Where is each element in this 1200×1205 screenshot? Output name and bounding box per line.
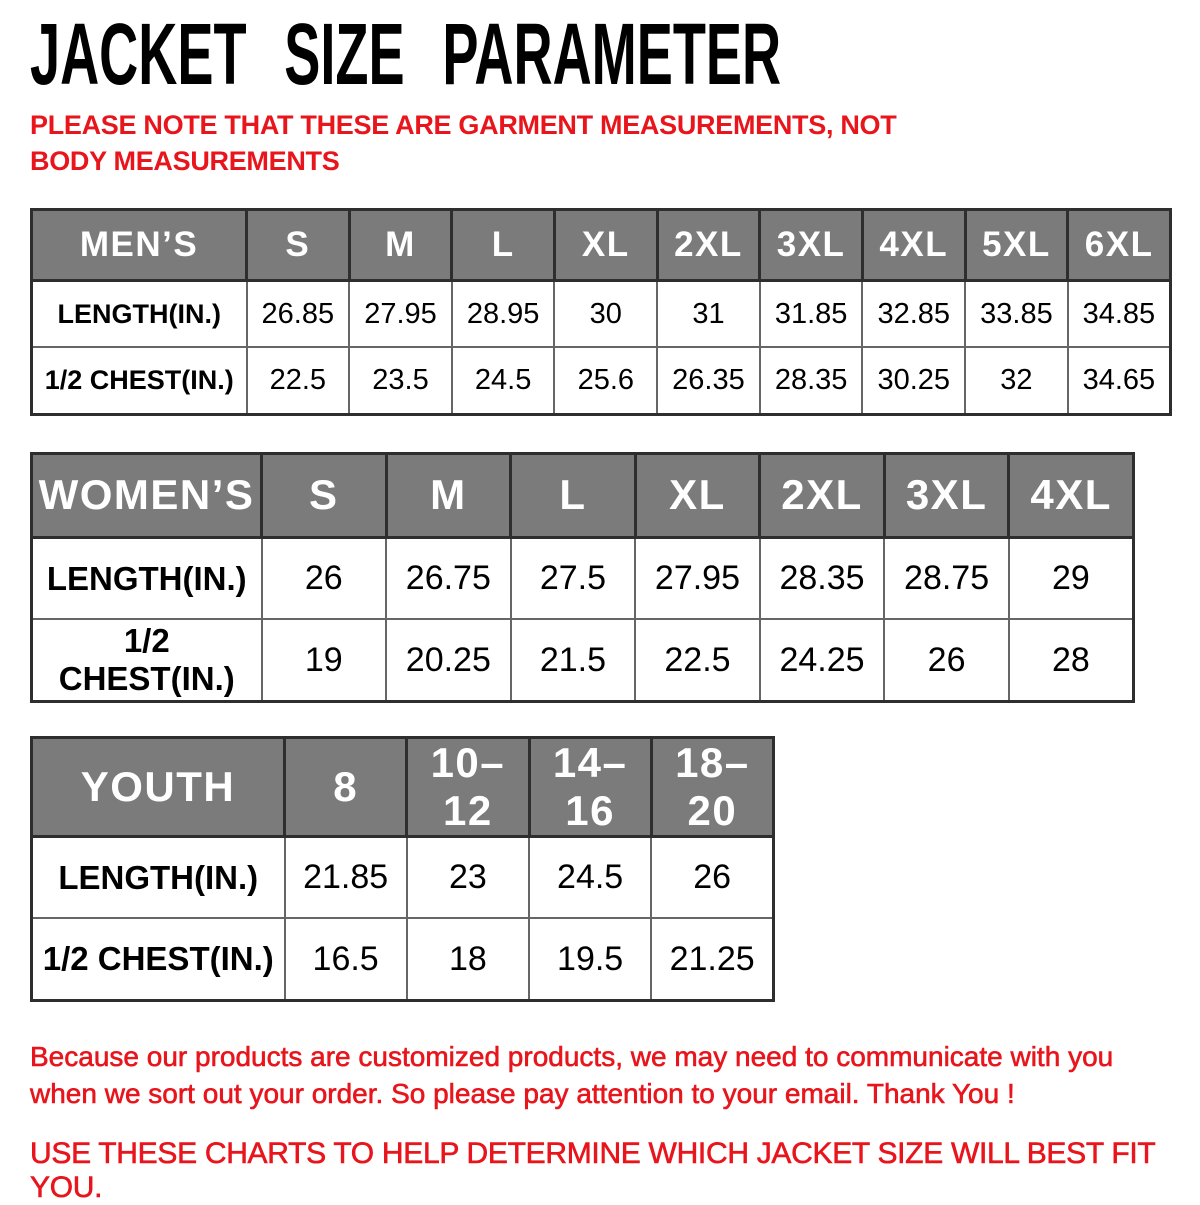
row-label-cell: LENGTH(IN.): [32, 836, 285, 918]
value-cell: 24.5: [529, 836, 651, 918]
measurement-row: [32, 918, 774, 1000]
measurement-row: [32, 537, 1134, 619]
value-cell: 29: [1009, 537, 1134, 619]
value-cell: 26.85: [247, 280, 350, 347]
row-label-cell: 1/2 CHEST(IN.): [32, 918, 285, 1000]
value-cell: 27.5: [511, 537, 636, 619]
size-tables-container: [30, 208, 1180, 1002]
size-header-cell: 5XL: [965, 209, 1068, 280]
size-header-cell: 8: [285, 737, 407, 836]
size-header-cell: L: [511, 453, 636, 537]
value-cell: 26: [884, 619, 1009, 701]
value-cell: 22.5: [635, 619, 760, 701]
row-label-cell: 1/2 CHEST(IN.): [32, 619, 262, 701]
value-cell: 19: [262, 619, 387, 701]
value-cell: 34.65: [1068, 347, 1171, 414]
size-header-cell: XL: [554, 209, 657, 280]
value-cell: 24.5: [452, 347, 555, 414]
value-cell: 25.6: [554, 347, 657, 414]
header-row: [32, 453, 1134, 537]
size-header-cell: M: [386, 453, 511, 537]
header-row: [32, 209, 1171, 280]
size-header-cell: 3XL: [884, 453, 1009, 537]
value-cell: 24.25: [760, 619, 885, 701]
value-cell: 27.95: [349, 280, 452, 347]
size-header-cell: M: [349, 209, 452, 280]
value-cell: 31: [657, 280, 760, 347]
value-cell: 21.5: [511, 619, 636, 701]
value-cell: 28.95: [452, 280, 555, 347]
value-cell: 27.95: [635, 537, 760, 619]
size-header-cell: 4XL: [1009, 453, 1134, 537]
value-cell: 23.5: [349, 347, 452, 414]
value-cell: 31.85: [760, 280, 863, 347]
size-header-cell: S: [247, 209, 350, 280]
value-cell: 30: [554, 280, 657, 347]
value-cell: 22.5: [247, 347, 350, 414]
group-name-cell: YOUTH: [32, 737, 285, 836]
row-label-cell: LENGTH(IN.): [32, 280, 247, 347]
value-cell: 28: [1009, 619, 1134, 701]
group-name-cell: MEN’S: [32, 209, 247, 280]
value-cell: 34.85: [1068, 280, 1171, 347]
page-title-text: JACKET SIZE PARAMETER: [30, 6, 782, 104]
size-header-cell: 2XL: [657, 209, 760, 280]
size-header-cell: 10–12: [407, 737, 529, 836]
measurement-row: [32, 280, 1171, 347]
value-cell: 28.35: [760, 347, 863, 414]
size-table-1: [30, 452, 1135, 703]
value-cell: 16.5: [285, 918, 407, 1000]
value-cell: 28.35: [760, 537, 885, 619]
value-cell: 32: [965, 347, 1068, 414]
size-table-2: [30, 736, 775, 1002]
row-label-cell: LENGTH(IN.): [32, 537, 262, 619]
value-cell: 18: [407, 918, 529, 1000]
value-cell: 26: [651, 836, 773, 918]
page-title: [30, 6, 1180, 104]
footer-tagline: USE THESE CHARTS TO HELP DETERMINE WHICH JACKET SIZE WILL BEST FIT YOU.: [30, 1136, 1155, 1204]
value-cell: 19.5: [529, 918, 651, 1000]
footer-paragraph: Because our products are customized products, we may need to communicate with you when we sort out your order. So please pay attention to your email. Thank You !: [30, 1040, 1114, 1110]
group-name-cell: WOMEN’S: [32, 453, 262, 537]
value-cell: 20.25: [386, 619, 511, 701]
size-header-cell: 3XL: [760, 209, 863, 280]
value-cell: 30.25: [862, 347, 965, 414]
value-cell: 21.85: [285, 836, 407, 918]
value-cell: 26: [262, 537, 387, 619]
measurement-row: [32, 836, 774, 918]
measurement-row: [32, 619, 1134, 701]
size-header-cell: 2XL: [760, 453, 885, 537]
size-header-cell: L: [452, 209, 555, 280]
size-table-0: [30, 208, 1172, 416]
size-header-cell: 4XL: [862, 209, 965, 280]
garment-measurement-note: PLEASE NOTE THAT THESE ARE GARMENT MEASUREMENTS, NOT BODY MEASUREMENTS: [30, 110, 897, 176]
size-header-cell: S: [262, 453, 387, 537]
row-label-cell: 1/2 CHEST(IN.): [32, 347, 247, 414]
size-header-cell: 14–16: [529, 737, 651, 836]
value-cell: 33.85: [965, 280, 1068, 347]
value-cell: 21.25: [651, 918, 773, 1000]
measurement-row: [32, 347, 1171, 414]
value-cell: 23: [407, 836, 529, 918]
size-header-cell: 6XL: [1068, 209, 1171, 280]
size-header-cell: XL: [635, 453, 760, 537]
value-cell: 32.85: [862, 280, 965, 347]
value-cell: 26.75: [386, 537, 511, 619]
value-cell: 28.75: [884, 537, 1009, 619]
header-row: [32, 737, 774, 836]
value-cell: 26.35: [657, 347, 760, 414]
size-header-cell: 18–20: [651, 737, 773, 836]
